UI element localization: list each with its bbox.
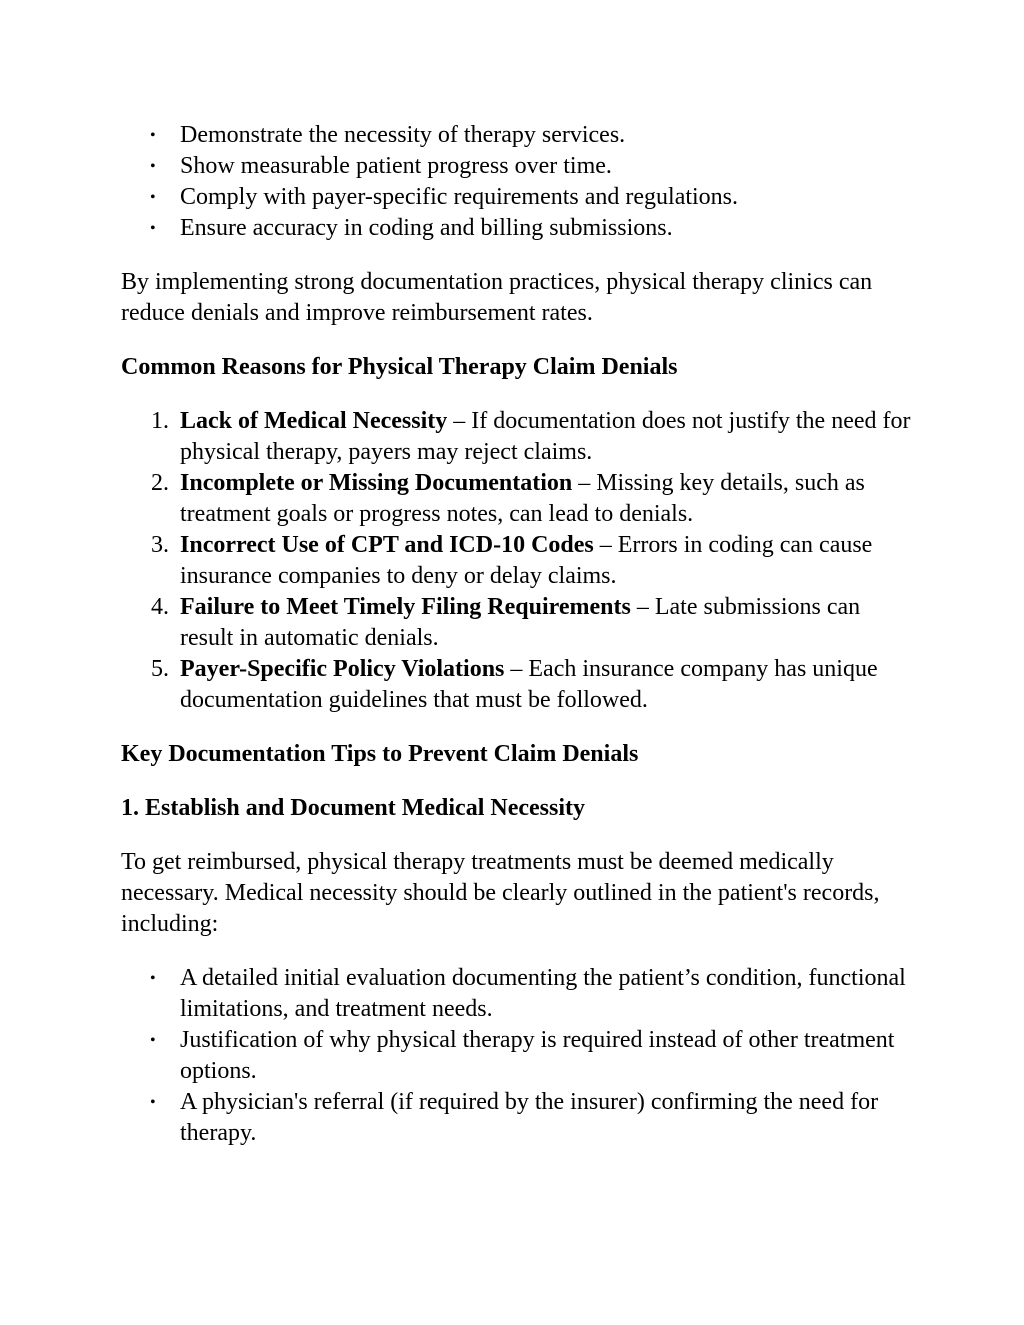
list-item: • Ensure accuracy in coding and billing submissions. [121,213,911,244]
list-item-text: – Each insurance company has unique documentation guidelines that must be followed. [180,656,878,713]
list-item [121,654,911,716]
reasons-numbered-list [121,406,911,716]
list-item-number: 3. [151,532,169,558]
document-page [121,120,911,1149]
list-item-text: – Late submissions can result in automatic denials. [180,594,861,651]
heading-key-tips: Key Documentation Tips to Prevent Claim Denials [121,741,639,767]
list-item-number: 1. [151,408,169,434]
list-item [121,406,911,468]
list-item-title: Failure to Meet Timely Filing Requirements [180,594,631,620]
list-item-title: Payer-Specific Policy Violations [180,656,505,682]
list-item [121,530,911,592]
list-item: • Justification of why physical therapy is required instead of other treatment options. [121,1025,911,1087]
list-item-text: – Errors in coding can cause insurance companies to deny or delay claims. [180,532,873,589]
paragraph-medical-necessity: To get reimbursed, physical therapy treatments must be deemed medically necessary. Medical necessity should be clearly outlined in the patient's records, including: [121,849,880,937]
list-item [121,468,911,530]
list-item-title: Incomplete or Missing Documentation [180,470,573,496]
paragraph-documentation-practices: By implementing strong documentation practices, physical therapy clinics can reduce denials and improve reimbursement rates. [121,269,873,326]
list-item: • Demonstrate the necessity of therapy services. [121,120,911,151]
heading-tip-1: 1. Establish and Document Medical Necessity [121,795,585,821]
necessity-bullet-list [121,963,911,1149]
list-item [121,592,911,654]
list-item-number: 5. [151,656,169,682]
list-item-number: 2. [151,470,169,496]
list-item: • A detailed initial evaluation documenting the patient’s condition, functional limitations, and treatment needs. [121,963,911,1025]
intro-bullet-list [121,120,911,244]
heading-common-reasons: Common Reasons for Physical Therapy Claim Denials [121,354,678,380]
list-item-number: 4. [151,594,169,620]
list-item-text: – If documentation does not justify the need for physical therapy, payers may reject claims. [180,408,911,465]
list-item-title: Lack of Medical Necessity [180,408,448,434]
list-item: • A physician's referral (if required by the insurer) confirming the need for therapy. [121,1087,911,1149]
list-item-title: Incorrect Use of CPT and ICD-10 Codes [180,532,594,558]
list-item: • Comply with payer-specific requirements and regulations. [121,182,911,213]
list-item: • Show measurable patient progress over time. [121,151,911,182]
list-item-text: – Missing key details, such as treatment goals or progress notes, can lead to denials. [180,470,865,527]
